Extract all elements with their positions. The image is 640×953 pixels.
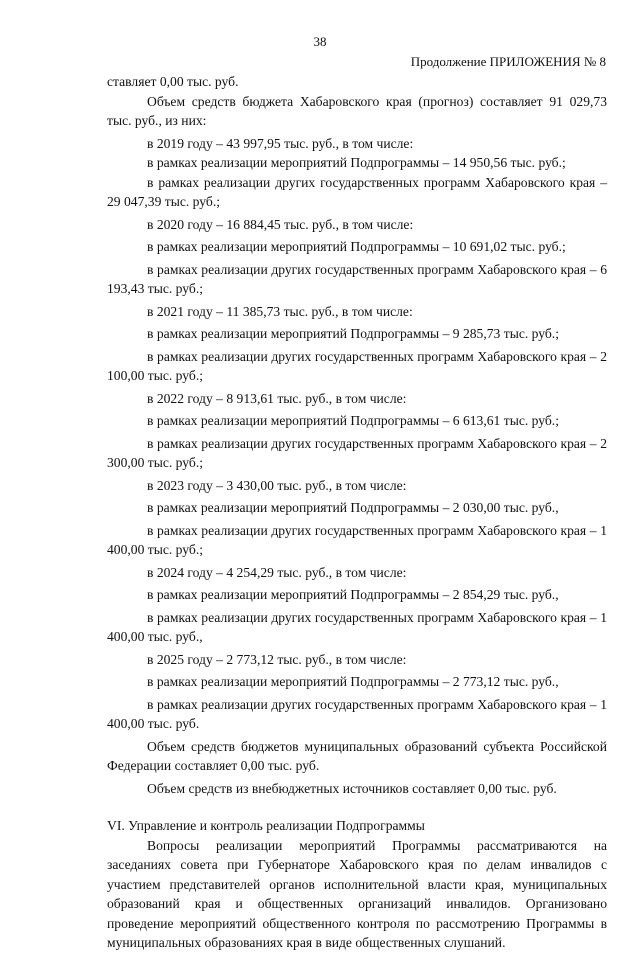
year-2023-total: в 2023 году – 3 430,00 тыс. руб., в том числе: <box>147 477 407 493</box>
year-2024-total: в 2024 году – 4 254,29 тыс. руб., в том числе: <box>147 564 407 580</box>
year-2025-subprogram: в рамках реализации мероприятий Подпрограммы – 2 773,12 тыс. руб., <box>147 674 559 689</box>
section-paragraph: Вопросы реализации мероприятий Программы рассматриваются на заседаниях совета при Губернаторе Хабаровского края по делам инвалидов с участием представителей органов исполнительной власти края, муниципальных образований края и общественных организаций инвалидов. Организовано проведение мероприятий общественного контроля по рассмотрению Программы в муниципальных образованиях края в виде общественных слушаний. <box>107 837 607 950</box>
regional-budget-total: Объем средств бюджета Хабаровского края (прогноз) составляет 91 029,73 тыс. руб., из них: <box>107 93 607 128</box>
year-2023-other-programs: в рамках реализации других государственных программ Хабаровского края – 1 400,00 тыс. руб.; <box>107 522 607 557</box>
year-2024-subprogram: в рамках реализации мероприятий Подпрограммы – 2 854,29 тыс. руб., <box>147 587 559 602</box>
year-2023-subprogram: в рамках реализации мероприятий Подпрограммы – 2 030,00 тыс. руб., <box>147 500 559 515</box>
year-2020-other-programs: в рамках реализации других государственных программ Хабаровского края – 6 193,43 тыс. руб.; <box>107 261 607 296</box>
year-2019-subprogram: в рамках реализации мероприятий Подпрограммы – 14 950,56 тыс. руб.; <box>147 155 566 170</box>
year-2020-total: в 2020 году – 16 884,45 тыс. руб., в том числе: <box>147 216 414 232</box>
year-2022-other-programs: в рамках реализации других государственных программ Хабаровского края – 2 300,00 тыс. руб.; <box>107 435 607 470</box>
year-2021-total: в 2021 году – 11 385,73 тыс. руб., в том числе: <box>147 303 413 319</box>
year-2021-other-programs: в рамках реализации других государственных программ Хабаровского края – 2 100,00 тыс. руб.; <box>107 348 607 383</box>
section-heading: VI. Управление и контроль реализации Подпрограммы <box>107 818 425 833</box>
document-body <box>107 72 607 953</box>
year-2022-subprogram: в рамках реализации мероприятий Подпрограммы – 6 613,61 тыс. руб.; <box>147 413 559 428</box>
municipal-budget-statement: Объем средств бюджетов муниципальных образований субъекта Российской Федерации составляет 0,00 тыс. руб. <box>107 738 607 773</box>
appendix-continuation-label: Продолжение ПРИЛОЖЕНИЯ № 8 <box>410 54 606 69</box>
year-2025-total: в 2025 году – 2 773,12 тыс. руб., в том числе: <box>147 651 407 667</box>
year-2019-total: в 2019 году – 43 997,95 тыс. руб., в том числе: <box>147 135 414 151</box>
year-2019-other-programs: в рамках реализации других государственных программ Хабаровского края – 29 047,39 тыс. руб.; <box>107 174 607 209</box>
year-2024-other-programs: в рамках реализации других государственных программ Хабаровского края – 1 400,00 тыс. руб., <box>107 609 607 644</box>
year-2020-subprogram: в рамках реализации мероприятий Подпрограммы – 10 691,02 тыс. руб.; <box>147 239 566 254</box>
extrabudgetary-statement: Объем средств из внебюджетных источников составляет 0,00 тыс. руб. <box>147 780 557 796</box>
year-2022-total: в 2022 году – 8 913,61 тыс. руб., в том числе: <box>147 390 407 406</box>
page-number: 38 <box>313 34 327 49</box>
body-line: ставляет 0,00 тыс. руб. <box>107 74 239 89</box>
year-2025-other-programs: в рамках реализации других государственных программ Хабаровского края – 1 400,00 тыс. руб. <box>107 696 607 731</box>
year-2021-subprogram: в рамках реализации мероприятий Подпрограммы – 9 285,73 тыс. руб.; <box>147 326 559 341</box>
